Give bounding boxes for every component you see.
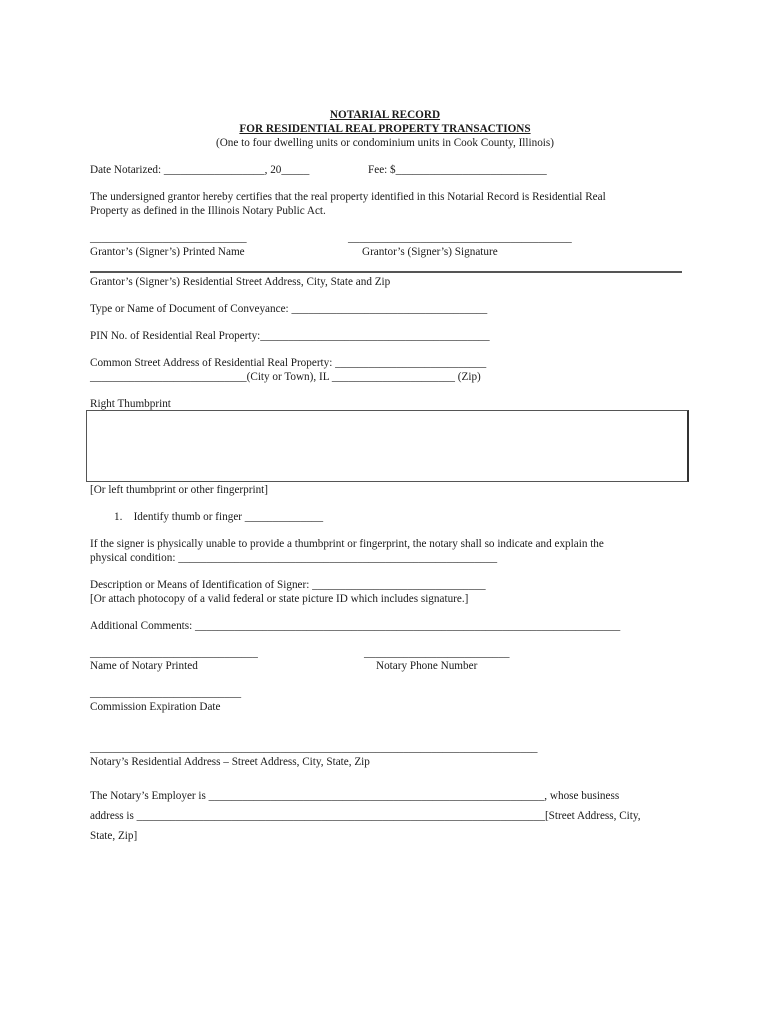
employer-address-field[interactable]: address is _________________________________________________________________________[Street Address, City, [90,810,641,822]
notary-address-label: Notary’s Residential Address – Street Address, City, State, Zip [90,756,370,768]
notary-phone-label: Notary Phone Number [376,660,478,672]
commission-expiration-field[interactable]: ___________________________ [90,687,242,699]
form-subtitle: (One to four dwelling units or condominium units in Cook County, Illinois) [216,137,554,149]
certification-text-line-2: Property as defined in the Illinois Notary Public Act. [90,205,326,217]
notary-name-field[interactable]: ______________________________ [90,647,258,659]
pin-number-field[interactable]: PIN No. of Residential Real Property:_________________________________________ [90,330,490,342]
property-address-field[interactable]: Common Street Address of Residential Real Property: ___________________________ [90,357,487,369]
notary-address-field[interactable]: ________________________________________________________________________________ [90,742,538,754]
additional-comments-field[interactable]: Additional Comments: ____________________________________________________________________________ [90,620,621,632]
physical-condition-text: If the signer is physically unable to provide a thumbprint or fingerprint, the notary shall so indicate and explain the [90,538,604,550]
right-thumbprint-label: Right Thumbprint [90,398,171,410]
certification-text-line-1: The undersigned grantor hereby certifies that the real property identified in this Notarial Record is Residential Real [90,191,606,203]
form-title: NOTARIAL RECORD [329,109,441,121]
employer-address-end: State, Zip] [90,830,138,842]
physical-condition-field[interactable]: physical condition: _________________________________________________________ [90,552,498,564]
signature-field[interactable]: ________________________________________ [348,232,572,244]
identification-note: [Or attach photocopy of a valid federal or state picture ID which includes signature.] [90,593,469,605]
thumbprint-box[interactable] [86,410,689,482]
signer-address-rule[interactable] [90,271,682,273]
document-type-field[interactable]: Type or Name of Document of Conveyance: ___________________________________ [90,303,488,315]
printed-name-label: Grantor’s (Signer’s) Printed Name [90,246,245,258]
employer-field[interactable]: The Notary’s Employer is ____________________________________________________________, whose business [90,790,620,802]
identification-field[interactable]: Description or Means of Identification of Signer: _______________________________ [90,579,486,591]
printed-name-field[interactable]: ____________________________ [90,232,247,244]
fee-field[interactable]: Fee: $___________________________ [368,164,547,176]
date-notarized-field[interactable]: Date Notarized: __________________, 20_____ [90,164,310,176]
signer-address-label: Grantor’s (Signer’s) Residential Street Address, City, State and Zip [90,276,391,288]
notary-name-label: Name of Notary Printed [90,660,198,672]
commission-expiration-label: Commission Expiration Date [90,701,221,713]
city-zip-field[interactable]: ____________________________(City or Town), IL ______________________ (Zip) [90,371,481,383]
form-title-line-2: FOR RESIDENTIAL REAL PROPERTY TRANSACTIONS [239,123,531,135]
notary-phone-field[interactable]: __________________________ [364,647,510,659]
signature-label: Grantor’s (Signer’s) Signature [362,246,498,258]
alternate-print-note: [Or left thumbprint or other fingerprint] [90,484,269,496]
identify-finger-field[interactable]: 1. Identify thumb or finger ______________ [114,511,324,523]
